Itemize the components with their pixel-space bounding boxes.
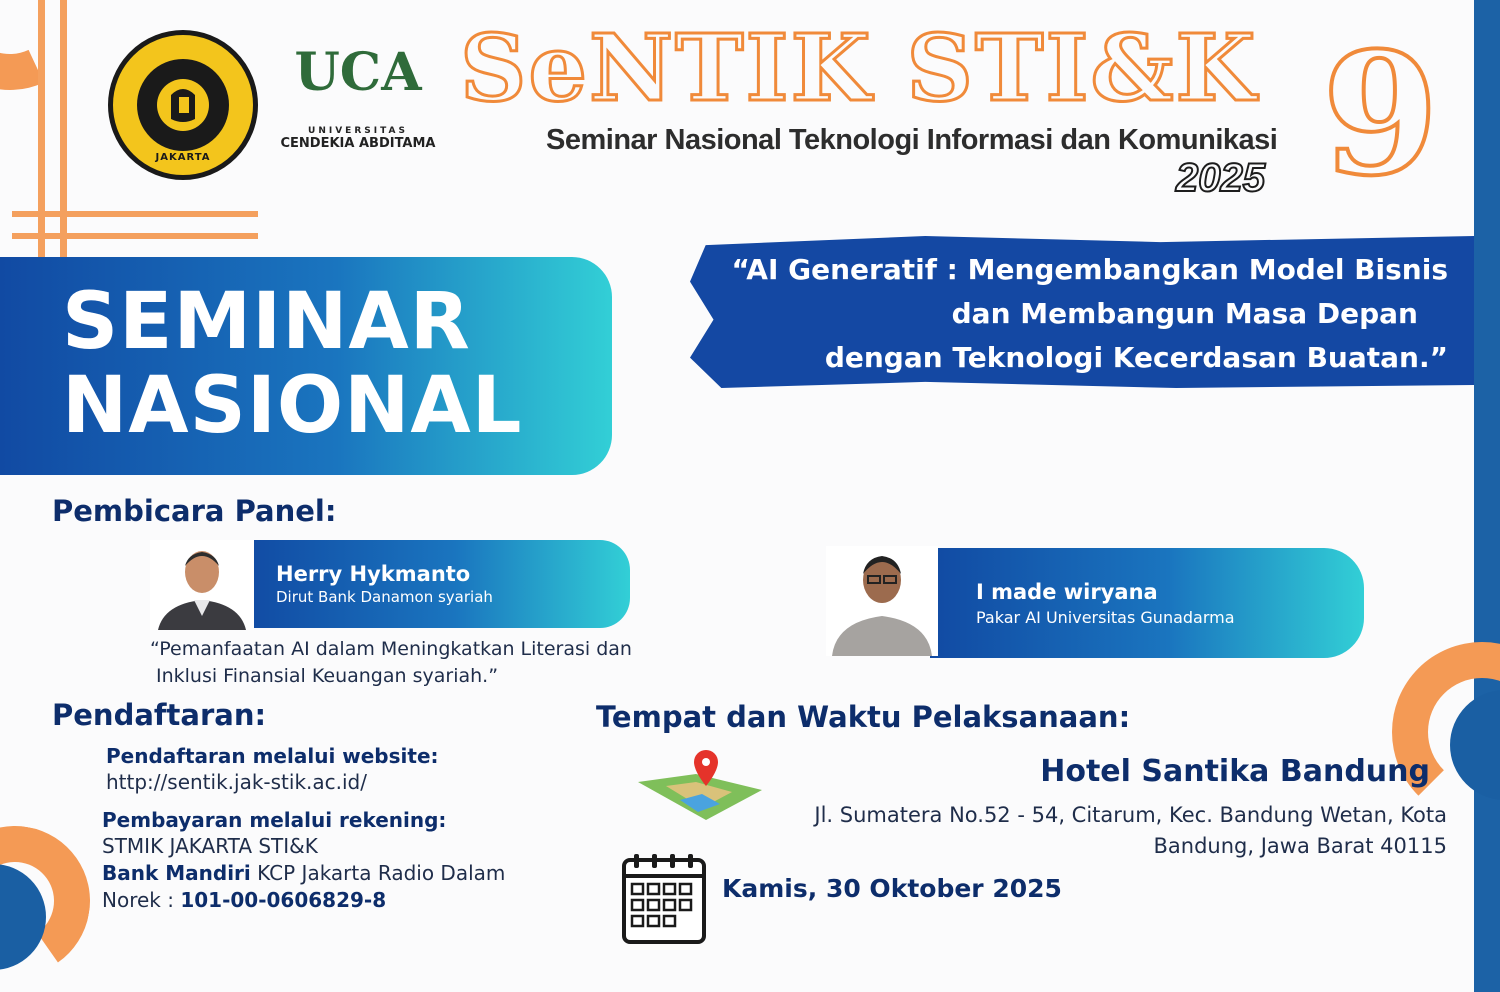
theme-line-3: dengan Teknologi Kecerdasan Buatan.”: [824, 341, 1448, 374]
uca-logo-sub1: UNIVERSITAS: [308, 126, 408, 136]
speaker-1-quote: [150, 636, 632, 690]
right-edge-bar: [1474, 0, 1500, 992]
speaker-2-avatar: [826, 546, 938, 656]
norek-label: Norek :: [102, 888, 181, 912]
norek-value: 101-00-0606829-8: [180, 888, 387, 912]
event-edition: 9: [1322, 15, 1439, 213]
account-name: STMIK JAKARTA STI&K: [102, 834, 318, 858]
theme-line-1: “AI Generatif : Mengembangkan Model Bisnis: [731, 253, 1448, 286]
theme-text: [688, 248, 1448, 380]
deco-line-v2: [60, 0, 67, 258]
speaker-1-role: Dirut Bank Danamon syariah: [276, 588, 493, 606]
venue-address-line-2: Bandung, Jawa Barat 40115: [1153, 834, 1447, 858]
website-label: Pendaftaran melalui website:: [106, 744, 439, 768]
uca-logo-sub2: CENDEKIA ABDITAMA: [280, 136, 436, 151]
venue-name: Hotel Santika Bandung: [1040, 754, 1430, 789]
seminar-line-2: NASIONAL: [62, 361, 523, 451]
panel-heading: Pembicara Panel:: [52, 494, 337, 528]
seminar-title: [62, 277, 523, 451]
account-number: [102, 888, 386, 912]
registration-heading: Pendaftaran:: [52, 698, 267, 732]
website-url[interactable]: http://sentik.jak-stik.ac.id/: [106, 770, 367, 794]
calendar-icon: [620, 850, 708, 946]
event-date: Kamis, 30 Oktober 2025: [722, 874, 1062, 903]
speaker-1-avatar: [150, 540, 254, 630]
bank-branch: KCP Jakarta Radio Dalam: [250, 861, 506, 885]
bank-info: [102, 861, 505, 885]
deco-line-v1: [38, 0, 45, 258]
stik-logo-emblem: [137, 59, 229, 151]
venue-address: [747, 800, 1447, 862]
stik-logo-city: JAKARTA: [155, 152, 211, 163]
venue-address-line-1: Jl. Sumatera No.52 - 54, Citarum, Kec. Bandung Wetan, Kota: [814, 803, 1447, 827]
theme-line-2: dan Membangun Masa Depan: [951, 297, 1418, 330]
event-year: 2025: [1176, 156, 1265, 200]
map-pin-icon: [636, 746, 764, 824]
speaker-2-name: I made wiryana: [976, 580, 1158, 604]
venue-heading: Tempat dan Waktu Pelaksanaan:: [596, 700, 1131, 734]
seminar-line-1: SEMINAR: [62, 277, 471, 367]
payment-label: Pembayaran melalui rekening:: [102, 808, 447, 832]
uca-logo: [278, 38, 438, 183]
deco-line-h2: [12, 233, 258, 239]
event-title: SeNTIK STI&K: [460, 14, 1258, 122]
speaker-1-name: Herry Hykmanto: [276, 562, 471, 586]
deco-line-h1: [12, 211, 258, 217]
bank-name: Bank Mandiri: [102, 861, 251, 885]
event-subtitle: Seminar Nasional Teknologi Informasi dan Komunikasi: [546, 124, 1278, 156]
speaker-2-role: Pakar AI Universitas Gunadarma: [976, 608, 1235, 627]
speaker-1-quote-line-1: “Pemanfaatan AI dalam Meningkatkan Literasi dan: [150, 638, 632, 660]
uca-logo-mark: UCA: [294, 42, 422, 103]
stik-logo: [108, 30, 258, 180]
speaker-1-quote-line-2: Inklusi Finansial Keuangan syariah.”: [156, 665, 499, 687]
corner-arc-top-left: [0, 0, 113, 113]
